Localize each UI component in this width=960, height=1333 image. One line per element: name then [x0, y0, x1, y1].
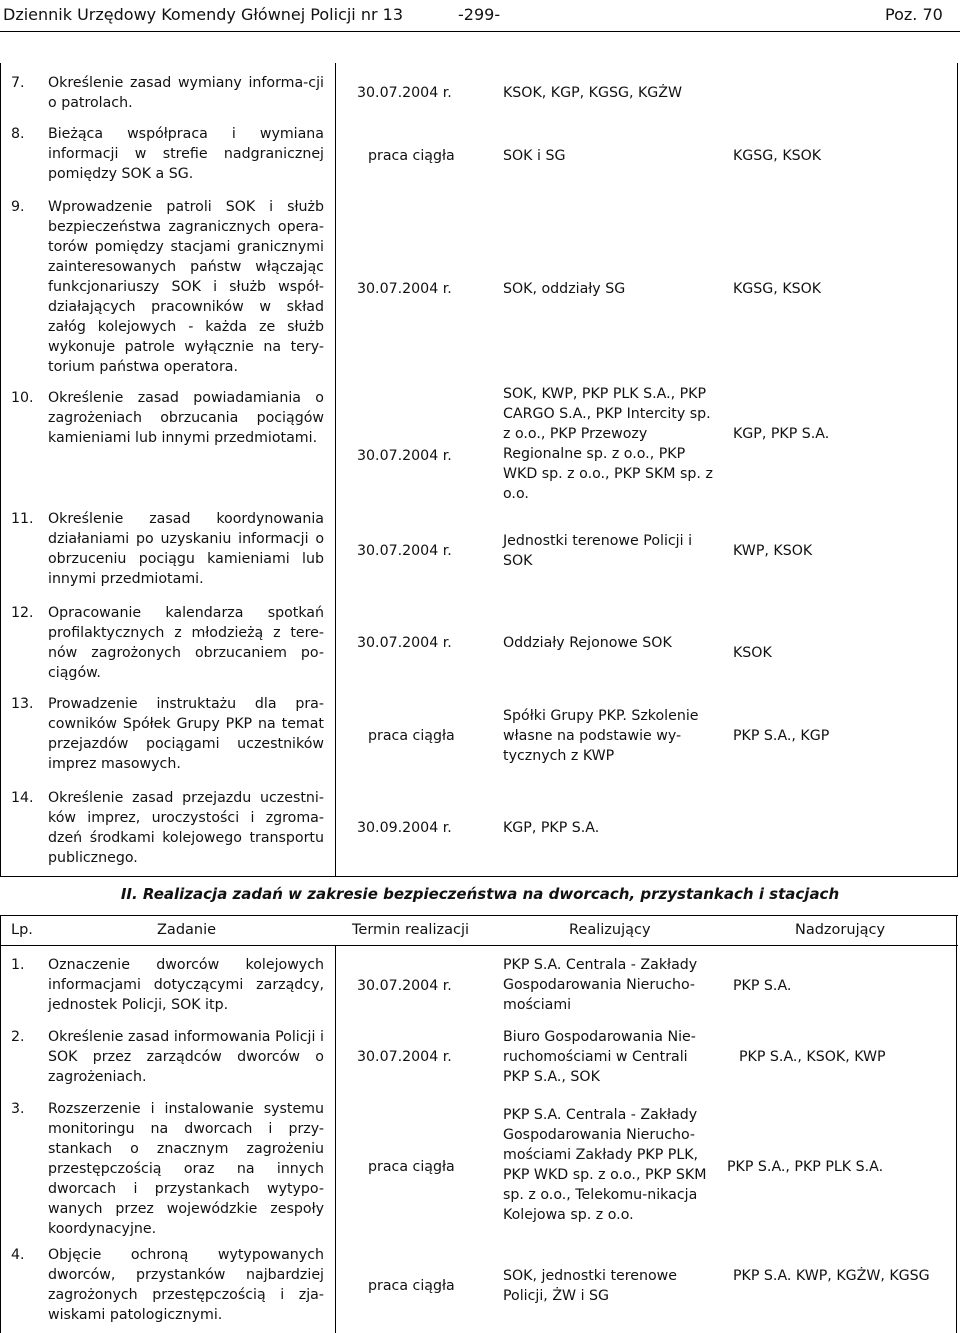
task-text: Objęcie ochroną wytypowanych dworców, przystanków najbardziej zagrożonych przestępczością i zja-wiskami patologicznymi.: [48, 1247, 324, 1323]
table-left-border: [0, 915, 1, 1333]
task-text: Wprowadzenie patroli SOK i służb bezpieczeństwa zagranicznych opera-torów pomiędzy stacjami granicznymi zainteresowanych państw włączając funkcjonariuszy SOK i służb współ-działających pracowników w skład załóg kolejowych - każda ze służb wykonuje patrole wyłącznie na tery-torium państwa operatora.: [48, 199, 324, 375]
task-text: Określenie zasad powiadamiania o zagrożeniach obrzucania pociągów kamieniami lub innymi przedmiotami.: [48, 390, 324, 446]
task-text: Opracowanie kalendarza spotkań profilaktycznych z młodzieżą z tere-nów zagrożonych obrzucaniem po-ciągów.: [48, 605, 324, 681]
executor-text: PKP S.A. Centrala - Zakłady Gospodarowania Nierucho-mościami: [503, 957, 698, 1013]
section-title: II. Realizacja zadań w zakresie bezpieczeństwa na dworcach, przystankach i stacjach: [120, 885, 840, 903]
column-header-supervisor: Nadzorujący: [795, 922, 886, 938]
row-number: 3.: [11, 1101, 25, 1117]
executor-text: Biuro Gospodarowania Nie-ruchomościami w Centrali PKP S.A., SOK: [503, 1029, 696, 1085]
page-header: [0, 0, 960, 34]
term-text: 30.07.2004 r.: [357, 448, 452, 464]
supervisor-text: PKP S.A. KWP, KGŻW, KGSG: [733, 1268, 930, 1284]
row-number: 1.: [11, 957, 25, 973]
task-text: Prowadzenie instruktażu dla pra-cowników Spółek Grupy PKP na temat przejazdów pociągami uczestników imprez masowych.: [48, 696, 324, 772]
row-number: 14.: [11, 790, 34, 806]
supervisor-text: PKP S.A., KGP: [733, 728, 830, 744]
row-number: 9.: [11, 199, 25, 215]
row-number: 11.: [11, 511, 34, 527]
page-number: -299-: [458, 5, 501, 24]
term-text: 30.07.2004 r.: [357, 635, 452, 651]
supervisor-text: PKP S.A., PKP PLK S.A.: [727, 1159, 884, 1175]
supervisor-text: KGP, PKP S.A.: [733, 426, 830, 442]
journal-title: Dziennik Urzędowy Komendy Głównej Policji nr 13: [3, 5, 403, 24]
executor-text: KSOK, KGP, KGSG, KGŻW: [503, 85, 683, 101]
term-text: praca ciągła: [368, 148, 455, 164]
column-header-executor: Realizujący: [569, 922, 651, 938]
supervisor-text: KGSG, KSOK: [733, 148, 822, 164]
term-text: praca ciągła: [368, 1159, 455, 1175]
executor-text: KGP, PKP S.A.: [503, 820, 600, 836]
row-number: 10.: [11, 390, 34, 406]
task-text: Rozszerzenie i instalowanie systemu monitoringu na dworcach i przy-stankach o znacznym zagrożeniu przestępczością oraz na innych dworcach i przystankach wytypo-wanych przez wojewódzkie zespoły koordynacyjne.: [48, 1101, 324, 1237]
term-text: 30.07.2004 r.: [357, 543, 452, 559]
column-header-term: Termin realizacji: [352, 922, 470, 938]
table-right-border: [956, 915, 957, 1333]
row-number: 7.: [11, 75, 25, 91]
row-number: 12.: [11, 605, 34, 621]
row-number: 2.: [11, 1029, 25, 1045]
position-number: Poz. 70: [885, 5, 943, 24]
executor-text: PKP S.A. Centrala - Zakłady Gospodarowania Nierucho-mościami Zakłady PKP PLK, PKP WKD sp. z o.o., PKP SKM sp. z o.o., Telekomu-nikacja Kolejowa sp. z o.o.: [503, 1107, 707, 1223]
supervisor-text: PKP S.A., KSOK, KWP: [739, 1049, 886, 1065]
executor-text: SOK, oddziały SG: [503, 281, 626, 297]
term-text: 30.07.2004 r.: [357, 281, 452, 297]
task-text: Oznaczenie dworców kolejowych informacjami dotyczącymi zarządcy, jednostek Policji, SOK itp.: [48, 957, 324, 1013]
task-text: Określenie zasad wymiany informa-cji o patrolach.: [48, 75, 324, 111]
task-text: Określenie zasad informowania Policji i SOK przez zarządców dworców o zagrożeniach.: [48, 1029, 324, 1085]
table-top-rule: [0, 915, 958, 916]
supervisor-text: KSOK: [733, 645, 772, 661]
term-text: 30.07.2004 r.: [357, 978, 452, 994]
supervisor-text: KGSG, KSOK: [733, 281, 822, 297]
term-text: praca ciągła: [368, 728, 455, 744]
row-number: 4.: [11, 1247, 25, 1263]
executor-text: Oddziały Rejonowe SOK: [503, 635, 672, 651]
executor-text: Jednostki terenowe Policji i SOK: [503, 533, 693, 569]
term-text: 30.07.2004 r.: [357, 85, 452, 101]
header-rule: [0, 31, 960, 32]
term-text: 30.09.2004 r.: [357, 820, 452, 836]
column-divider: [335, 63, 336, 877]
row-number: 8.: [11, 126, 25, 142]
task-text: Określenie zasad koordynowania działaniami po uzyskaniu informacji o obrzuceniu pociągu kamieniami lub innymi przedmiotami.: [48, 511, 324, 587]
executor-text: SOK, jednostki terenowe Policji, ŻW i SG: [503, 1268, 678, 1304]
column-divider: [335, 945, 336, 1333]
header-bottom-rule: [0, 945, 958, 946]
supervisor-text: PKP S.A.: [733, 978, 792, 994]
column-header-task: Zadanie: [157, 922, 217, 938]
column-header-lp: Lp.: [11, 922, 33, 938]
executor-text: SOK, KWP, PKP PLK S.A., PKP CARGO S.A., PKP Intercity sp. z o.o., PKP Przewozy Regionalne sp. z o.o., PKP WKD sp. z o.o., PKP SKM sp. z o.o.: [503, 386, 713, 502]
row-number: 13.: [11, 696, 34, 712]
term-text: praca ciągła: [368, 1278, 455, 1294]
supervisor-text: KWP, KSOK: [733, 543, 813, 559]
task-text: Określenie zasad przejazdu uczestni-ków imprez, uroczystości i zgroma-dzeń środkami kolejowego transportu publicznego.: [48, 790, 324, 866]
task-text: Bieżąca współpraca i wymiana informacji w strefie nadgranicznej pomiędzy SOK a SG.: [48, 126, 324, 182]
executor-text: Spółki Grupy PKP. Szkolenie własne na podstawie wy-tycznych z KWP: [503, 708, 699, 764]
term-text: 30.07.2004 r.: [357, 1049, 452, 1065]
executor-text: SOK i SG: [503, 148, 566, 164]
